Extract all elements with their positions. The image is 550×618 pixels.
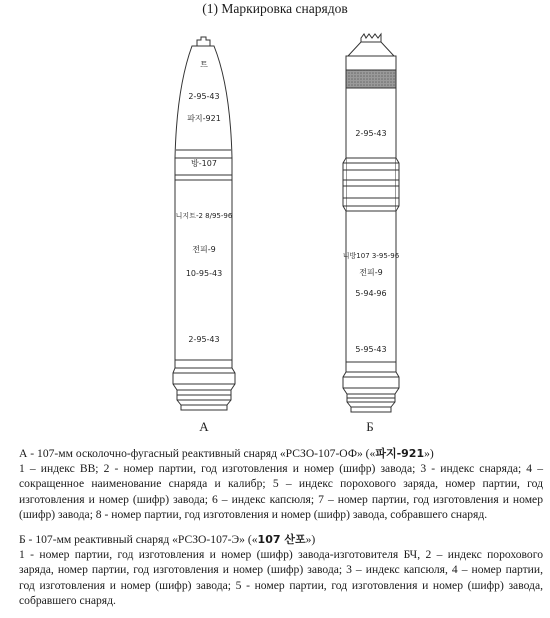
shell-a-caption: А (199, 419, 209, 434)
shell-b-nose-cone (348, 42, 394, 56)
shell-b-marking-1: 2-95-43 (355, 129, 387, 138)
shell-a-marking-1: 트 (200, 60, 208, 69)
shell-b-tail (343, 372, 399, 412)
description-b-heading: Б - 107-мм реактивный снаряд «РСЗО-107-Э» («107 산포») (19, 533, 316, 546)
shell-b-marking-2: 니방107 3-95-96 (342, 252, 400, 260)
shell-a-tail (173, 368, 235, 410)
page-title: (1) Маркировка снарядов (202, 1, 348, 16)
shell-a-fuze-tip (197, 37, 210, 46)
shell-a-marking-2: 2-95-43 (188, 92, 220, 101)
shell-b-hatched-band (346, 70, 396, 88)
shell-b-marking-4: 5-94-96 (355, 289, 387, 298)
shell-a-marking-5: 니지트-2 8/95-96 (175, 212, 233, 220)
description-b-body: 1 - номер партии, год изготовления и номер (шифр) завода-изготовителя БЧ, 2 – индекс порохового заряда, номер партии, год изготовления и номер (шифр) завода; 3 – индекс капсюля, 4 – номер партии, год изготовления и номер (шифр) завода; 5 - номер партии, год изготовления и номер (шифр) завода, собравшего снаряд. (19, 548, 543, 607)
shell-a-marking-7: 10-95-43 (185, 269, 223, 278)
shell-a-marking-3: 파지-921 (187, 114, 221, 123)
shell-b-marking-5: 5-95-43 (355, 345, 387, 354)
shell-b-caption: Б (366, 419, 374, 434)
shell-a-marking-8: 2-95-43 (188, 335, 220, 344)
description-a-body: 1 – индекс ВВ; 2 - номер партии, год изготовления и номер (шифр) завода; 3 - индекс снаряда; 4 – сокращенное наименование снаряда и калибр; 5 – индекс порохового заряда, номер партии, год изготовления и номер (шифр) завода; 6 – индекс капсюля; 7 – номер партии, год изготовления и номер (шифр) завода; 8 - номер партии, год изготовления и номер (шифр) завода, собравшего снаряд. (19, 462, 543, 521)
shell-b-marking-3: 전피-9 (359, 268, 383, 277)
shell-b-crown (361, 34, 381, 42)
shell-b (343, 34, 399, 412)
description-a-heading: А - 107-мм осколочно-фугасный реактивный снаряд «РСЗО-107-ОФ» («파지-921») (19, 447, 434, 460)
description-a (19, 446, 543, 522)
shell-a-marking-4: 방-107 (191, 159, 217, 168)
shell-a-marking-6: 전피-9 (192, 245, 216, 254)
description-b (19, 532, 543, 608)
